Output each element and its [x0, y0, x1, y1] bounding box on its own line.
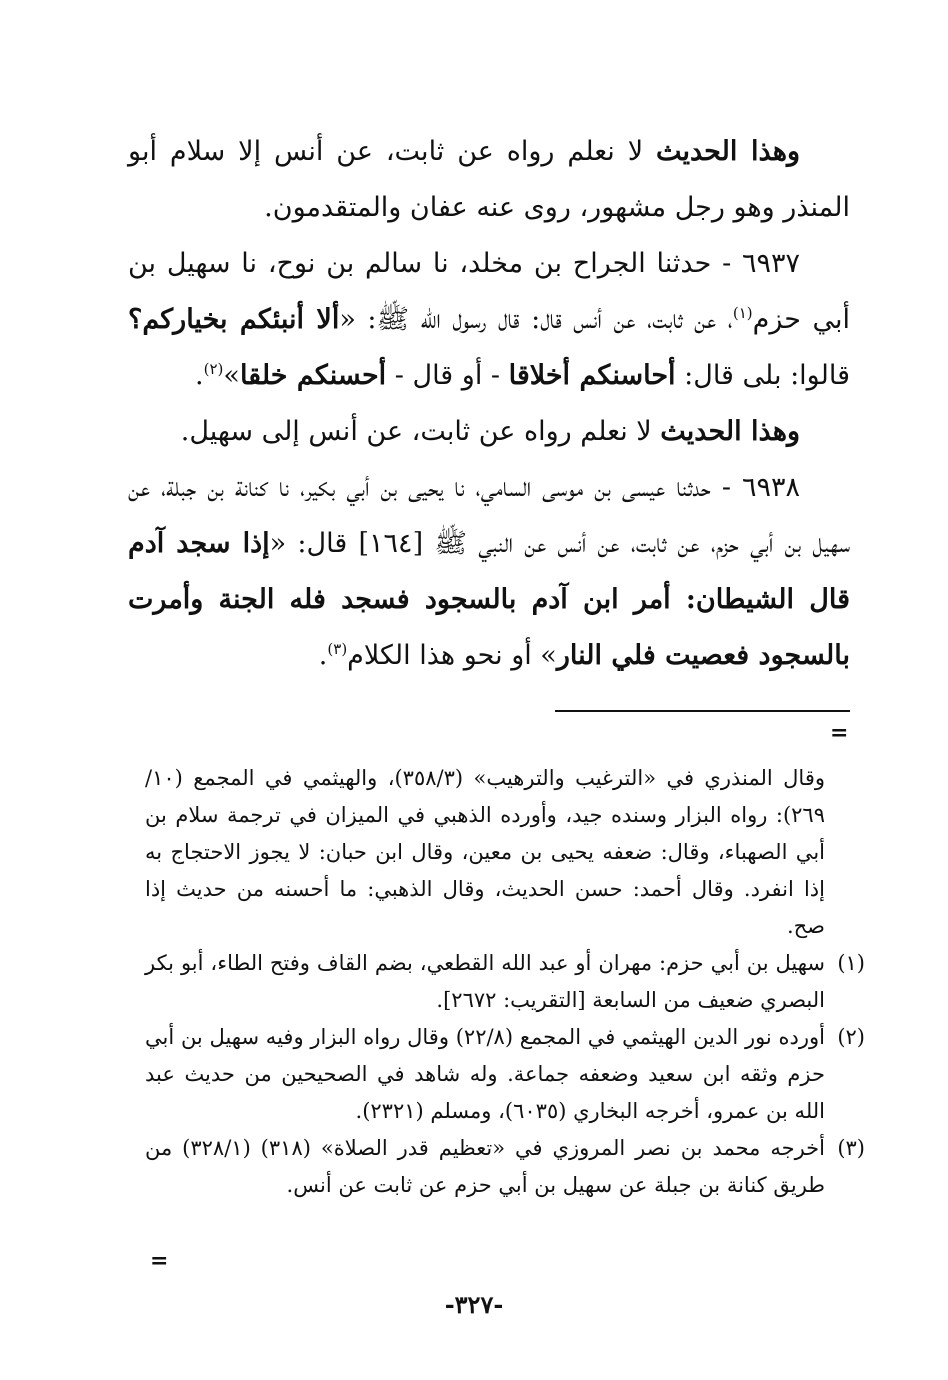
paragraph-1 — [128, 124, 850, 236]
hadith-6937-matn-1: ألا أنبئكم بخياركم؟ — [128, 304, 340, 335]
hadith-6937-intro: ، عن ثابت، عن أنس قال: قال رسول الله ﷺ: « — [339, 304, 733, 335]
hadith-6938-period: . — [318, 640, 328, 671]
hadith-6938-isnad: ٦٩٣٨ - حدثنا عيسى بن موسى السامي، نا يحيى بن أبي بكير، نا كنانة بن جبلة، عن سهيل بن أبي حزم، عن ثابت، عن أنس عن النبي ﷺ — [128, 472, 851, 559]
footnote-text: أورده نور الدين الهيثمي في المجمع (٢٢/٨) وقال رواه البزار وفيه سهيل بن أبي حزم وثقه ابن سعيد وضعفه جماعة. وله شاهد في الصحيحين من حديث عبد الله بن عمرو، أخرجه البخاري (٦٠٣٥)، ومسلم (٢٣٢١). — [145, 1025, 826, 1123]
paragraph-1-text: لا نعلم رواه عن ثابت، عن أنس إلا سلام أبو المنذر وهو رجل مشهور، روى عنه عفان والمتقدمون. — [128, 136, 850, 223]
footnotes — [145, 760, 865, 1204]
footnote-1 — [145, 945, 865, 1019]
main-text — [128, 124, 850, 684]
hadith-6937-text-4: - أو قال - — [386, 360, 509, 391]
hadith-6937-close-quote: » — [223, 360, 240, 391]
manuscript-folio-marker: [١٦٤] — [358, 528, 424, 559]
footnote-text: أخرجه محمد بن نصر المروزي في «تعظيم قدر الصلاة» (٣١٨) (٣٢٨/١) من طريق كنانة بن جبلة عن سهيل بن أبي حزم عن ثابت عن أنس. — [145, 1136, 826, 1197]
footnote-number: (٣) — [837, 1136, 865, 1160]
hadith-6937 — [128, 236, 850, 404]
paragraph-3-lead: وهذا الحديث — [660, 416, 800, 447]
footnote-continued: وقال المنذري في «الترغيب والترهيب» (٣٥٨/٣)، والهيثمي في المجمع (١٠/ ٢٦٩): رواه البزار وسنده جيد، وأورده الذهبي في الميزان في ترجمة سلام بن أبي الصهباء، وقال: ضعفه يحيى بن معين، وقال ابن حبان: لا يجوز الاحتجاج به إذا انفرد. وقال أحمد: حسن الحديث، وقال الذهبي: ما أحسنه من حديث إذا صح. — [145, 766, 825, 938]
footnote-number: (٢) — [837, 1025, 865, 1049]
paragraph-3-text: لا نعلم رواه عن ثابت، عن أنس إلى سهيل. — [180, 416, 661, 447]
footnote-2 — [145, 1019, 865, 1130]
hadith-6938 — [128, 460, 850, 684]
hadith-6938-matn: إذا سجد آدم قال الشيطان: أمر ابن آدم بالسجود فسجد فله الجنة وأمرت بالسجود فعصيت فلي النار — [128, 528, 850, 671]
page-number: -٣٢٧- — [444, 1290, 504, 1319]
paragraph-1-lead: وهذا الحديث — [655, 136, 800, 167]
footnote-3 — [145, 1130, 865, 1204]
hadith-6937-matn-2: أحاسنكم أخلاقا — [508, 360, 676, 391]
continuation-mark: = — [830, 720, 849, 746]
footnote-ref-1[interactable]: (١) — [732, 304, 753, 322]
hadith-6938-tail: » أو نحو هذا الكلام — [347, 640, 557, 671]
footnote-ref-3[interactable]: (٣) — [327, 640, 348, 658]
continuation-mark-end: = — [150, 1248, 169, 1274]
footnote-text: سهيل بن أبي حزم: مهران أو عبد الله القطعي، بضم القاف وفتح الطاء، أبو بكر البصري ضعيف من السابعة [التقريب: ٢٦٧٢]. — [145, 951, 825, 1012]
hadith-6937-text-3: قالوا: بلى قال: — [675, 360, 850, 391]
hadith-6937-matn-3: أحسنكم خلقا — [239, 360, 387, 391]
paragraph-3 — [128, 404, 850, 460]
footnote-number: (١) — [837, 951, 865, 975]
hadith-6937-isnad: ٦٩٣٧ - حدثنا الجراح بن مخلد، نا سالم بن نوح، نا سهيل بن أبي حزم — [128, 248, 850, 335]
footnote-ref-2[interactable]: (٢) — [203, 360, 224, 378]
footnote-separator — [555, 710, 850, 712]
hadith-6937-period: . — [195, 360, 204, 391]
hadith-6938-intro: قال: « — [269, 528, 359, 559]
